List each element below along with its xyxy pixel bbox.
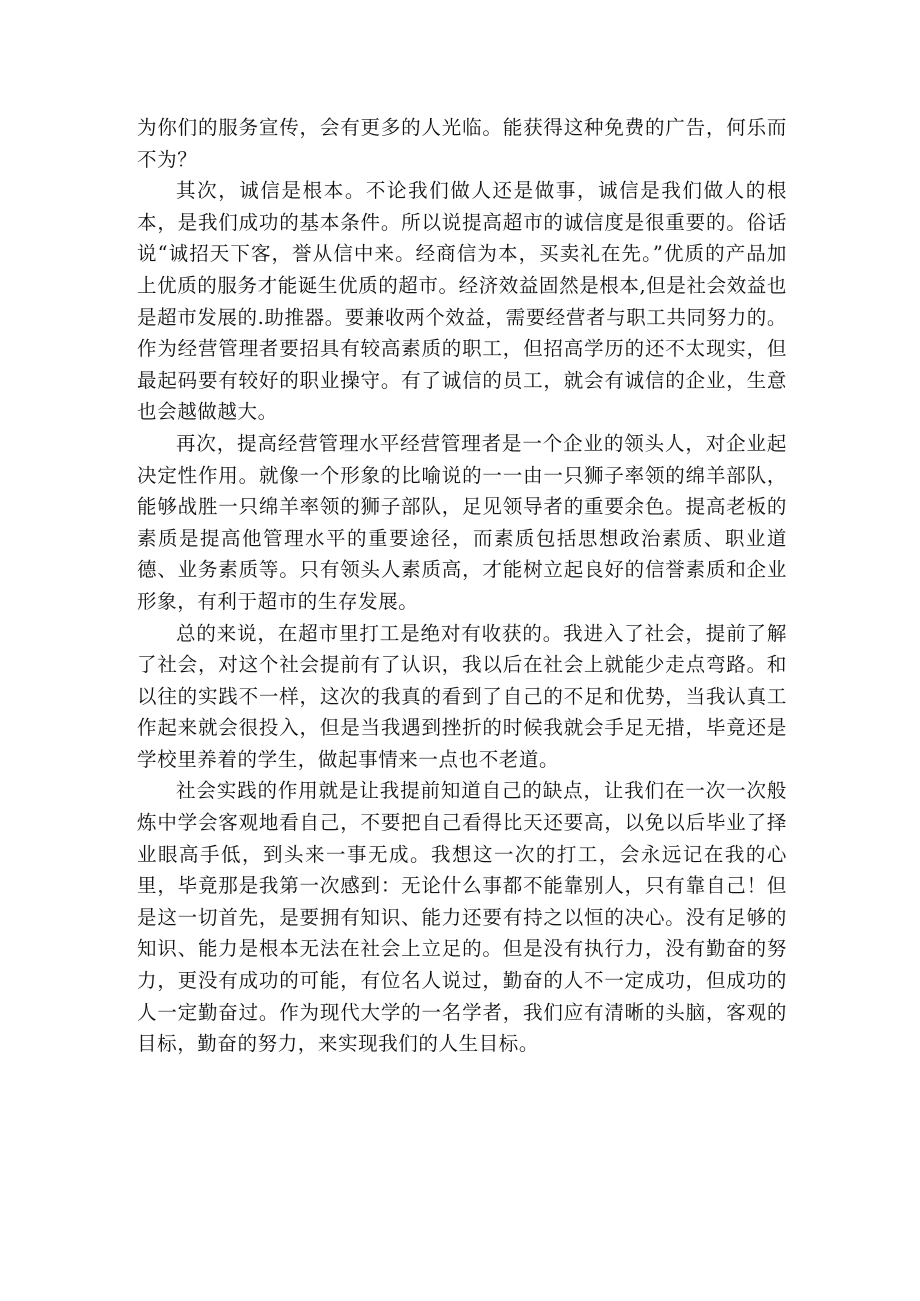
paragraph-integrity: 其次，诚信是根本。不论我们做人还是做事，诚信是我们做人的根本，是我们成功的基本条件。所以说提高超市的诚信度是很重要的。俗话说“诚招天下客，誉从信中来。经商信为本，买卖礼在先。”优质的产品加上优质的服务才能诞生优质的超市。经济效益固然是根本,但是社会效益也是超市发展的.助推器。要兼收两个效益，需要经营者与职工共同努力的。作为经营管理者要招具有较高素质的职工，但招高学历的还不太现实，但最起码要有较好的职业操守。有了诚信的员工，就会有诚信的企业，生意也会越做越大。 xyxy=(137,179,787,424)
paragraph-social-practice: 社会实践的作用就是让我提前知道自己的缺点，让我们在一次一次般炼中学会客观地看自己，不要把自己看得比天还要高，以免以后毕业了择业眼高手低，到头来一事无成。我想这一次的打工，会永远记在我的心里，毕竟那是我第一次感到：无论什么事都不能靠别人，只有靠自己！但是这一切首先，是要拥有知识、能力还要有持之以恒的决心。没有足够的知识、能力是根本无法在社会上立足的。但是没有执行力，没有勤奋的努力，更没有成功的可能，有位名人说过，勤奋的人不一定成功，但成功的人一定勤奋过。作为现代大学的一名学者，我们应有清晰的头脑，客观的目标，勤奋的努力，来实现我们的人生目标。 xyxy=(137,779,787,1056)
paragraph-management: 再次，提高经营管理水平经营管理者是一个企业的领头人，对企业起决定性作用。就像一个形象的比喻说的一一由一只狮子率领的绵羊部队，能够战胜一只绵羊率领的狮子部队，足见领导者的重要余色。提高老板的素质是提高他管理水平的重要途径，而素质包括思想政治素质、职业道德、业务素质等。只有领头人素质高，才能树立起良好的信誉素质和企业形象，有利于超市的生存发展。 xyxy=(137,431,787,613)
paragraph-continuation: 为你们的服务宣传，会有更多的人光临。能获得这种免费的广告，何乐而不为？ xyxy=(137,116,787,171)
paragraph-summary: 总的来说，在超市里打工是绝对有收获的。我进入了社会，提前了解了社会，对这个社会提前有了认识，我以后在社会上就能少走点弯路。和以往的实践不一样，这次的我真的看到了自己的不足和优势，当我认真工作起来就会很投入，但是当我遇到挫折的时候我就会手足无措，毕竟还是学校里养着的学生，做起事情来一点也不老道。 xyxy=(137,621,787,771)
document-body xyxy=(137,112,787,1060)
